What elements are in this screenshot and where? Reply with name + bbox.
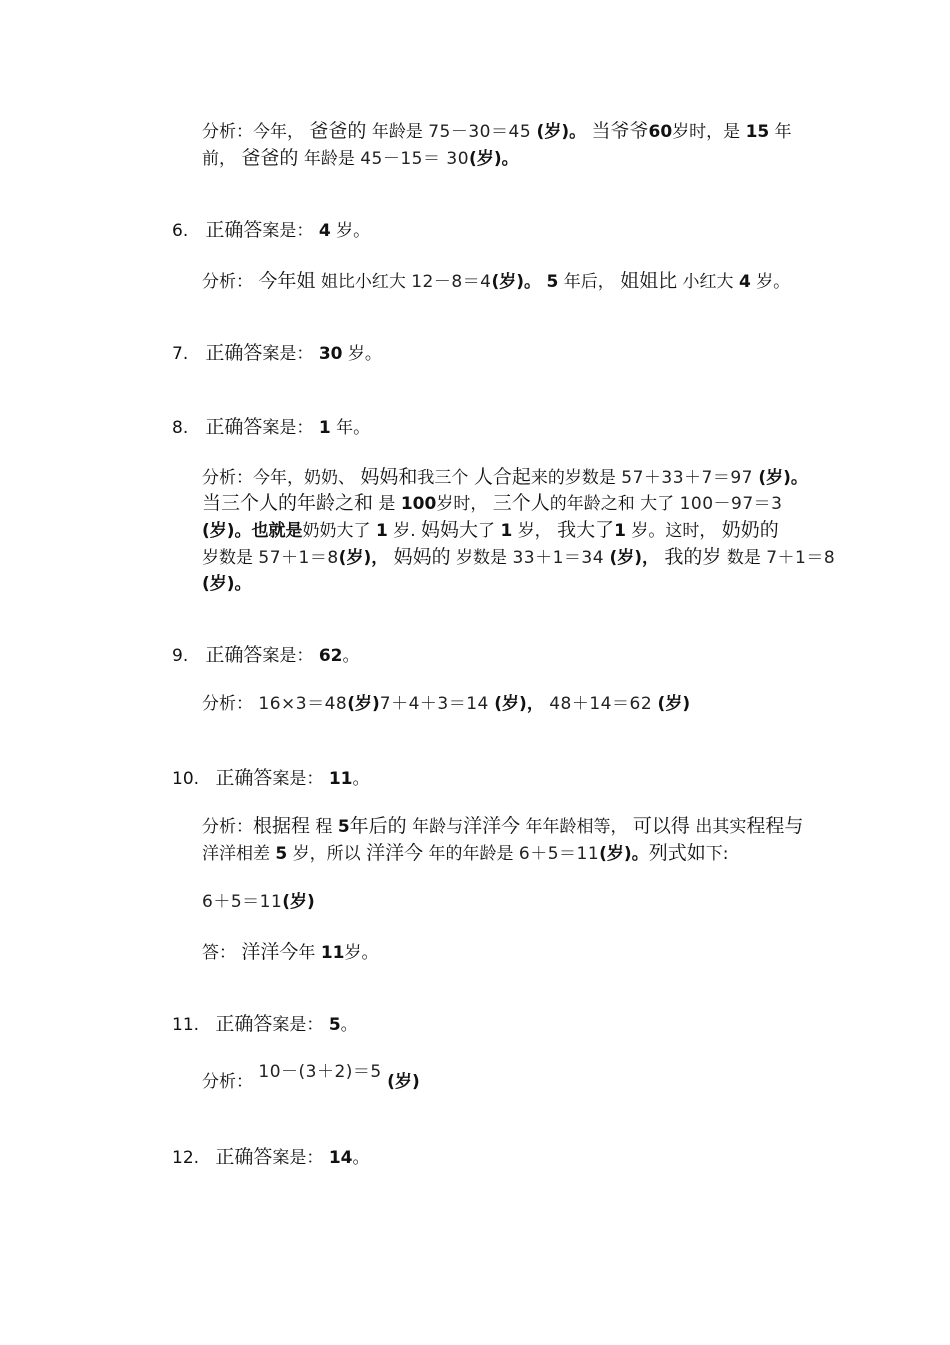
- q7-answer-line: [172, 341, 382, 366]
- text: 年后，: [563, 272, 615, 292]
- text: 列式如: [648, 842, 706, 864]
- number: 5: [546, 272, 559, 292]
- text: 分析：: [202, 272, 253, 292]
- text: 妈妈大: [421, 519, 479, 541]
- text: (岁)。: [491, 272, 542, 292]
- text: 正确答: [215, 1146, 273, 1168]
- q8-analysis-line2: [202, 491, 782, 516]
- text: 案是：: [262, 221, 314, 241]
- equation: 7＋1＝8: [766, 548, 836, 568]
- text: 出其实: [695, 817, 747, 837]
- q10-analysis-line1: [202, 814, 803, 839]
- text: 洋洋相差: [202, 844, 270, 864]
- number: 100: [400, 494, 437, 514]
- text: 年: [298, 943, 316, 963]
- answer-value: 62: [318, 646, 343, 666]
- question-number: 9.: [172, 646, 189, 666]
- text: 姐比小红大: [320, 272, 406, 292]
- number: 1: [500, 521, 513, 541]
- equation: 57＋33＋7＝97: [621, 468, 753, 488]
- equation: 33＋1＝34: [512, 548, 605, 568]
- text: 岁。: [344, 943, 379, 963]
- q6-answer-line: [172, 218, 370, 243]
- q8-analysis-line5: [202, 572, 252, 596]
- text: 可以得: [632, 815, 690, 837]
- q9-analysis: [202, 692, 690, 716]
- answer-value: 30: [318, 344, 343, 364]
- question-number: 11.: [172, 1015, 200, 1035]
- text: 大了: [640, 494, 675, 514]
- equation: 6＋5＝11: [518, 844, 600, 864]
- question-number: 12.: [172, 1148, 200, 1168]
- text: 年年龄相等，: [525, 817, 628, 837]
- text: 正确答: [215, 767, 273, 789]
- answer-value: 5: [328, 1015, 341, 1035]
- text: 年。: [336, 418, 371, 438]
- text: (岁): [387, 1072, 420, 1092]
- question-number: 10.: [172, 769, 200, 789]
- number: 1: [614, 521, 626, 541]
- text: 年龄是: [303, 149, 355, 169]
- q5-analysis-line2: [202, 146, 519, 171]
- number: 5: [275, 844, 288, 864]
- text: (岁): [657, 694, 691, 714]
- text: 奶奶的: [721, 519, 779, 541]
- text: 是: [378, 494, 396, 514]
- text: (岁)。: [599, 844, 649, 864]
- text: 妈妈和: [360, 466, 418, 488]
- equation: 48＋14＝62: [549, 694, 653, 714]
- text: (岁)，: [338, 548, 389, 568]
- text: 我三个: [417, 468, 469, 488]
- text: 。: [352, 769, 370, 789]
- equation: 57＋1＝8: [258, 548, 339, 568]
- text: 洋洋今: [366, 842, 424, 864]
- text: 当爷爷: [591, 120, 649, 142]
- text: 岁数是: [202, 548, 253, 568]
- text: (岁)，: [494, 694, 544, 714]
- number: 1: [375, 521, 388, 541]
- number: 4: [738, 272, 751, 292]
- q6-analysis: [202, 269, 790, 294]
- text: 前，: [202, 149, 236, 169]
- text: 我的岁: [664, 546, 722, 568]
- text: 年: [774, 122, 792, 142]
- answer-value: 14: [328, 1148, 353, 1168]
- text: 人合起: [473, 466, 531, 488]
- text: 岁时，是: [672, 122, 741, 142]
- text: (岁): [347, 694, 380, 714]
- equation: 100－97＝3: [679, 494, 783, 514]
- text: 分析：今年，奶奶、: [202, 468, 355, 488]
- text: 年龄是: [371, 122, 423, 142]
- text: 来的岁数是: [530, 468, 616, 488]
- text: 正确答: [205, 219, 263, 241]
- text: 案是：: [262, 418, 314, 438]
- q8-analysis-line1: [202, 465, 808, 490]
- q11-answer-line: [172, 1012, 358, 1037]
- text: 分析：: [202, 817, 253, 837]
- text: 今年姐: [258, 270, 316, 292]
- text: 当三个人的年龄之和: [202, 492, 374, 514]
- q11-analysis: [202, 1062, 420, 1094]
- text: 爸爸的: [309, 120, 367, 142]
- q10-analysis-line2: [202, 841, 728, 866]
- question-number: 7.: [172, 344, 189, 364]
- q8-answer-line: [172, 415, 370, 440]
- answer-value: 11: [328, 769, 353, 789]
- text: 。: [352, 1148, 370, 1168]
- q8-analysis-line4: [202, 545, 835, 570]
- equation: 6＋5＝11: [202, 892, 283, 912]
- text: (岁)。: [202, 574, 252, 594]
- text: 洋洋今: [241, 941, 299, 963]
- text: 。: [342, 646, 360, 666]
- text: 岁.: [393, 521, 416, 541]
- number: 11: [320, 943, 345, 963]
- text: 小红大: [682, 272, 734, 292]
- text: 岁数是: [456, 548, 508, 568]
- text: 分析：今年，: [202, 122, 304, 142]
- equation: 10－(3＋2)＝5: [258, 1062, 382, 1082]
- q10-answer-line: [172, 766, 370, 791]
- text: 岁，所以: [292, 844, 361, 864]
- text: 数是: [726, 548, 761, 568]
- q8-analysis-line3: [202, 518, 779, 543]
- text: 岁时，: [436, 494, 488, 514]
- equation: 12－8＝4: [411, 272, 492, 292]
- equation: 7＋4＋3＝14: [379, 694, 489, 714]
- number: 15: [745, 122, 770, 142]
- equation: 45－15＝ 30: [360, 149, 470, 169]
- text: 正确答: [215, 1013, 273, 1035]
- text: 正确答: [205, 644, 263, 666]
- text: 年后的: [349, 815, 407, 837]
- text: 年龄与: [412, 817, 464, 837]
- text: 根据程: [253, 815, 311, 837]
- text: 。: [340, 1015, 358, 1035]
- text: 洋洋今: [463, 815, 521, 837]
- q12-answer-line: [172, 1145, 370, 1170]
- text: (岁)，: [609, 548, 659, 568]
- text: 三个人: [492, 492, 550, 514]
- q10-answer-sentence: [202, 940, 379, 965]
- text: (岁)。也就是: [202, 521, 303, 541]
- q5-analysis-line1: [202, 119, 792, 144]
- text: 程程与: [746, 815, 804, 837]
- question-number: 8.: [172, 418, 189, 438]
- equation: 75－30＝45: [428, 122, 532, 142]
- q10-calculation: [202, 890, 315, 914]
- text: 分析：: [202, 1072, 253, 1092]
- text: 岁。: [336, 221, 371, 241]
- text: 案是：: [272, 769, 324, 789]
- text: 正确答: [205, 416, 263, 438]
- number: 5: [337, 817, 350, 837]
- text: 是: [496, 844, 514, 864]
- equation: 16×3＝48: [258, 694, 348, 714]
- text: 程: [315, 817, 333, 837]
- text: (岁)。: [536, 122, 587, 142]
- text: 案是：: [262, 344, 314, 364]
- text: 答：: [202, 943, 236, 963]
- text: 分析：: [202, 694, 253, 714]
- text: 妈妈的: [393, 546, 451, 568]
- answer-value: 4: [318, 221, 331, 241]
- text: 我大了: [557, 519, 615, 541]
- text: 岁。: [756, 272, 791, 292]
- text: 岁。这时，: [631, 521, 717, 541]
- text: 案是：: [272, 1148, 324, 1168]
- q9-answer-line: [172, 643, 360, 668]
- text: 下:: [705, 844, 729, 864]
- text: (岁)。: [469, 149, 519, 169]
- text: 岁。: [347, 344, 382, 364]
- text: 岁，: [517, 521, 552, 541]
- text: (岁): [282, 892, 315, 912]
- text: 案是：: [262, 646, 314, 666]
- text: (岁)。: [758, 468, 808, 488]
- text: 姐姐比: [620, 270, 678, 292]
- text: 的年龄之和: [549, 494, 635, 514]
- answer-value: 1: [318, 418, 331, 438]
- text: 爸爸的: [241, 147, 299, 169]
- number: 60: [648, 122, 673, 142]
- text: 正确答: [205, 342, 263, 364]
- text: 了: [478, 521, 496, 541]
- text: 案是：: [272, 1015, 324, 1035]
- text: 奶奶大了: [302, 521, 371, 541]
- question-number: 6.: [172, 221, 189, 241]
- text: 年的年龄: [428, 844, 497, 864]
